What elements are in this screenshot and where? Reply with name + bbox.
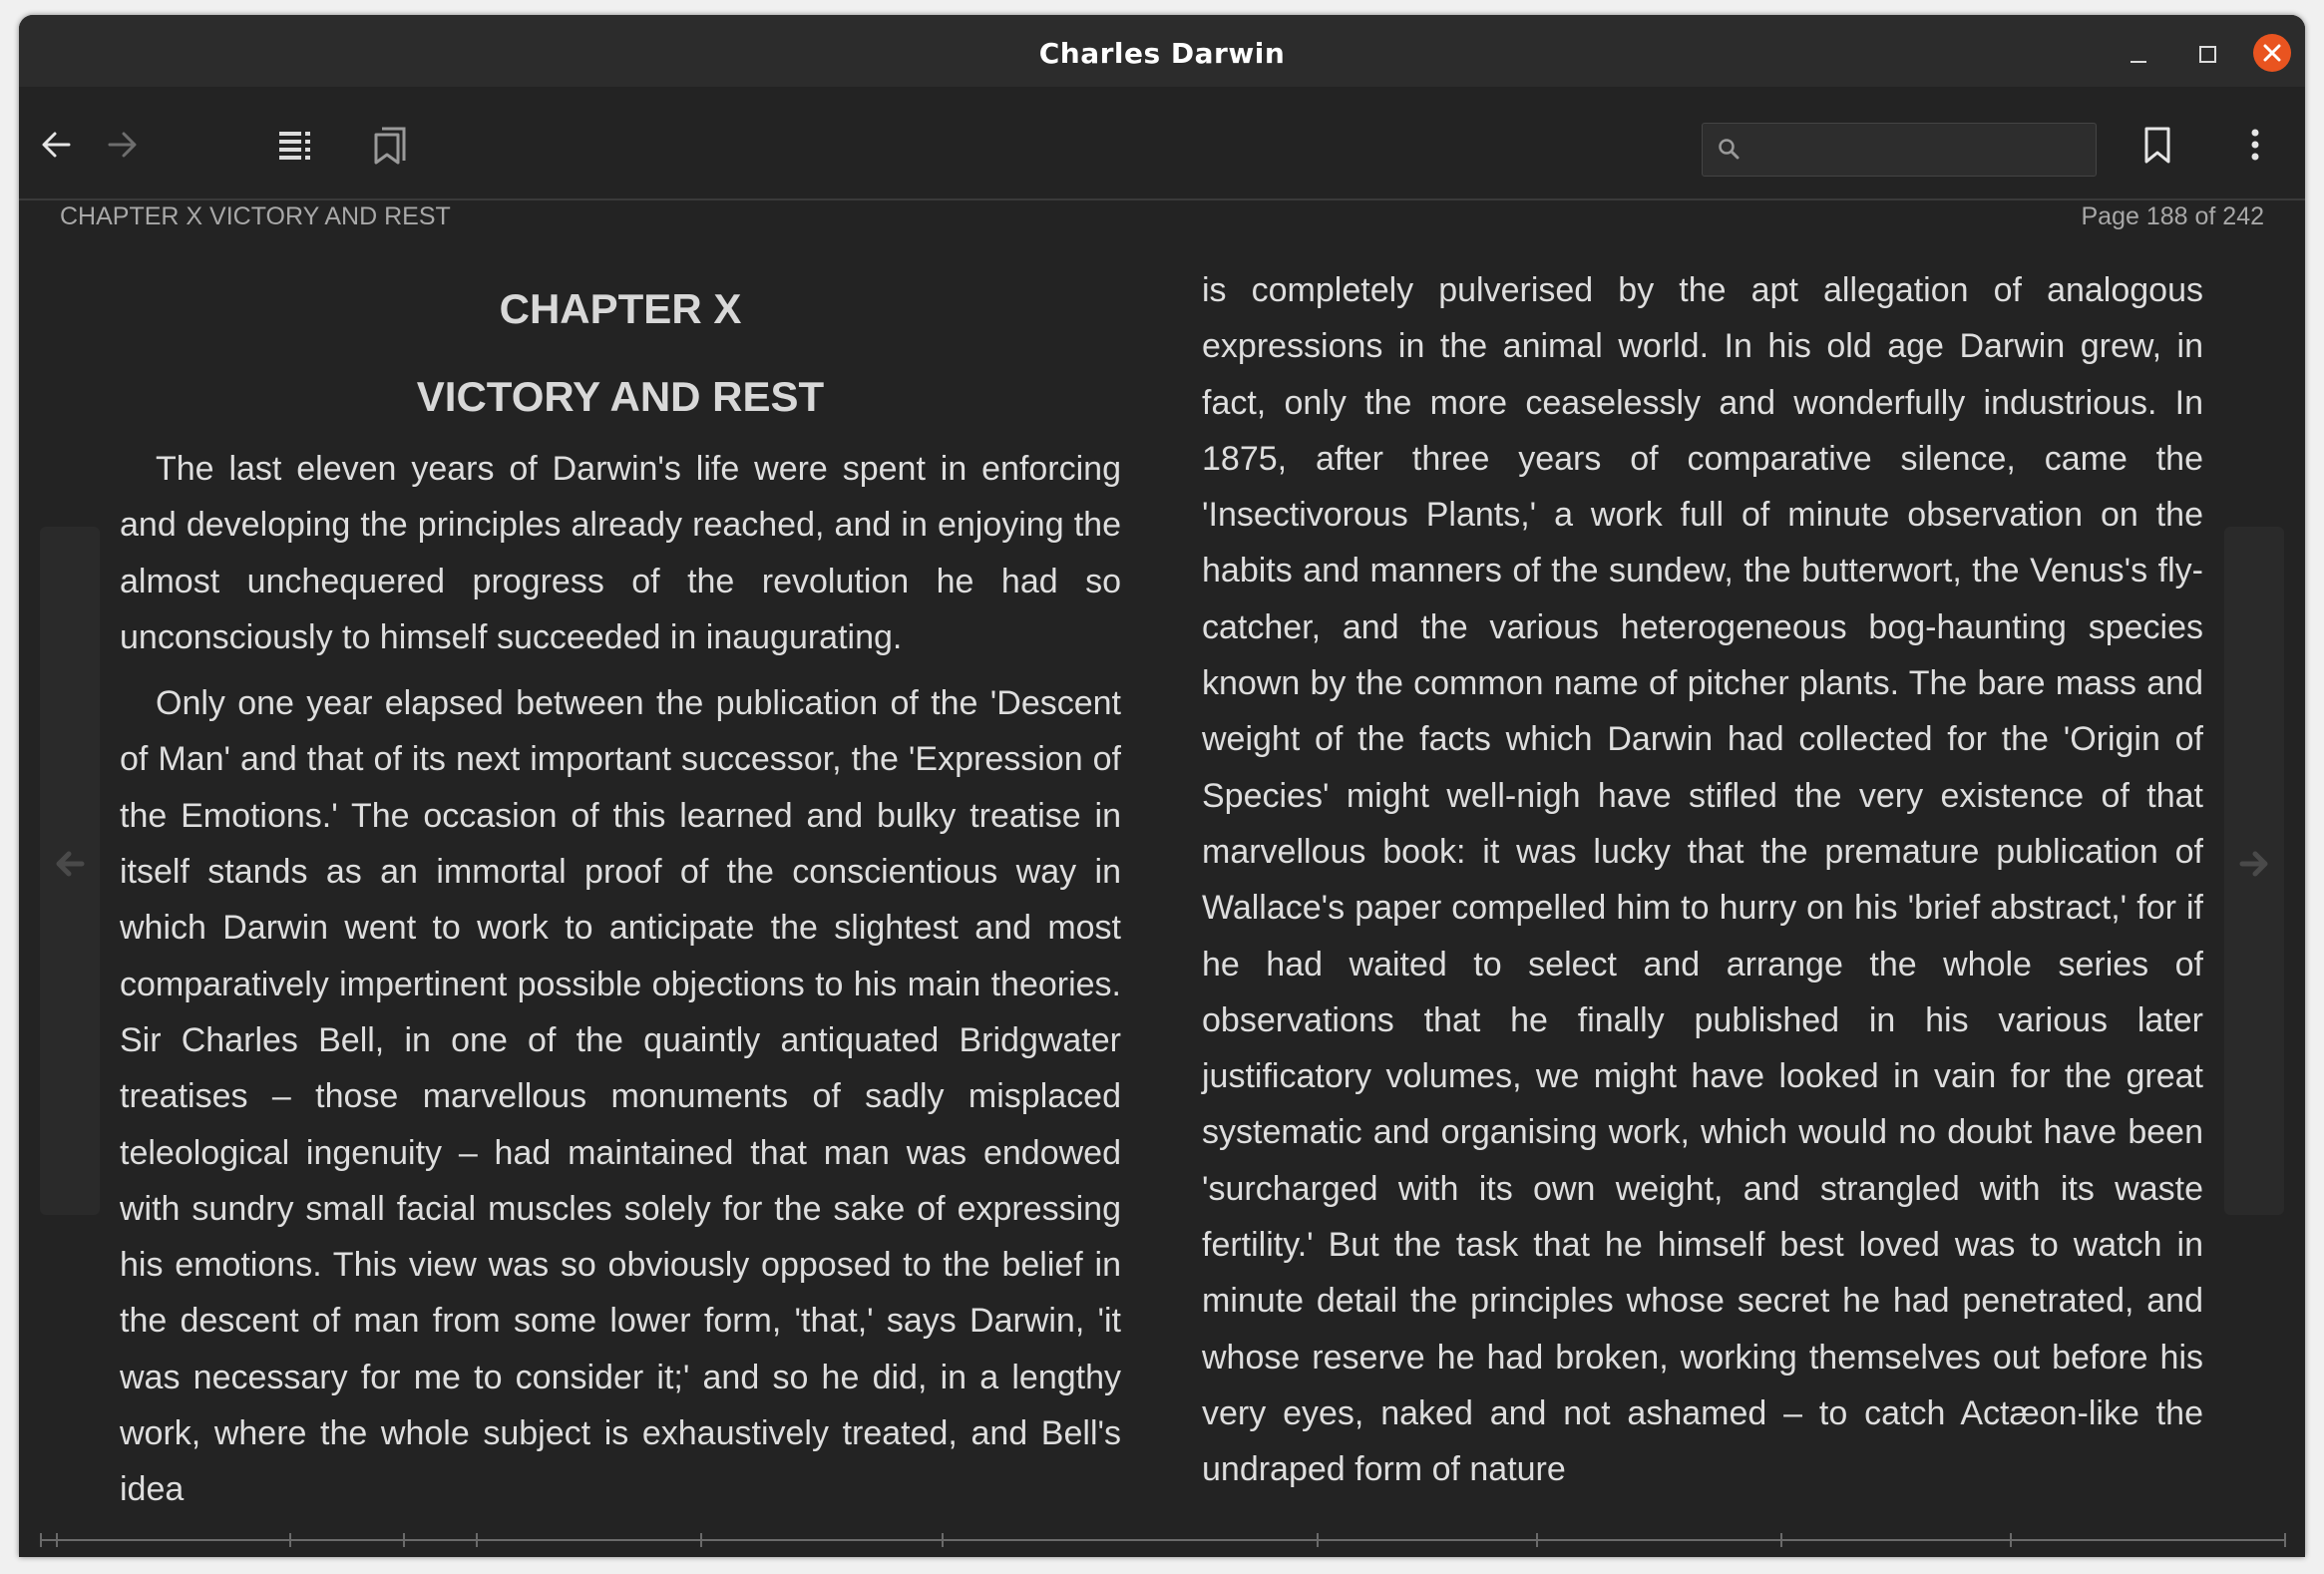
chapter-tick [40,1533,42,1547]
chapter-tick [1317,1533,1319,1547]
reader-window [19,15,2305,1557]
bookmark-page-button[interactable] [2133,121,2181,169]
bookmarks-list-button[interactable] [366,121,414,169]
chapter-tick [942,1533,944,1547]
chapter-subtitle: VICTORY AND REST [416,373,825,420]
chapter-title: CHAPTER X [499,285,742,332]
chapter-tick [1780,1533,1782,1547]
maximize-button[interactable] [2189,37,2225,73]
toc-list-icon [271,121,319,169]
chapter-tick [2284,1533,2286,1547]
bookmarks-icon [366,121,414,169]
minimize-button[interactable] [2122,37,2157,73]
close-icon [2253,34,2291,72]
page-indicator: Page 188 of 242 [2081,202,2264,230]
back-button[interactable] [33,121,81,169]
chapter-tick [289,1533,291,1547]
chapter-tick [2010,1533,2012,1547]
kebab-menu-icon [2231,121,2279,169]
search-icon [1717,137,1743,163]
chapter-tick [476,1533,478,1547]
search-input[interactable] [1752,132,2086,168]
paragraph: Only one year elapsed between the publication of the 'Descent of Man' and that of its next important successor, the 'Expression of the Emotions.' The occasion of this learned and bulky treatise in itself stands as an immortal proof of the conscientious way in which Darwin went to work to anticipate the slightest and most comparatively impertinent possible objections to his main theories. Sir Charles Bell, in one of the quaintly antiquated Bridgwater treatises – those marvellous monuments of sadly misplaced teleological ingenuity – had maintained that man was endowed with sundry small facial muscles solely for the sake of expressing his emotions. This view was so obviously opposed to the belief in the descent of man from some lower form, 'that,' says Darwin, 'it was necessary for me to consider it;' and so he did, in a lengthy work, where the whole subject is exhaustively treated, and Bell's idea [120,684,1121,1509]
prev-page-arrow-icon [48,842,92,886]
forward-button[interactable] [98,121,146,169]
paragraph: is completely pulverised by the apt allegation of analogous expressions in the animal world. In his old age Darwin grew, in fact, only the more ceaselessly and wonderfully industrious. In 1875, after three years of comparative silence, came the 'Insectivorous Plants,' a work full of minute observation on the habits and manners of the sundew, the butterwort, the Venus's fly-catcher, and the various heterogeneous bog-haunting species known by the common name of pitcher plants. The bare mass and weight of the facts which Darwin had collected for the 'Origin of Species' might well-nigh have stifled the very existence of that marvellous book: it was lucky that the premature publication of Wallace's paper compelled him to hurry on his 'brief abstract,' for if he had waited to select and arrange the whole series of observations that he finally published in his various later justificatory volumes, we might have looked in vain for the great systematic and organising work, which would no doubt have been 'surcharged with its own weight, and strangled with its waste fertility.' But the task that he himself best loved was to watch in minute detail the principles whose secret he had penetrated, and whose reserve he had broken, working themselves out before his very eyes, naked and not ashamed – to catch Actæon-like the undraped form of nature [1202,271,2203,1489]
title-bar[interactable] [19,15,2305,87]
toolbar [19,87,2305,200]
menu-button[interactable] [2231,121,2279,169]
left-page-column [120,269,1121,1528]
search-field[interactable] [1702,123,2097,177]
chapter-tick [700,1533,702,1547]
chapter-tick [1536,1533,1538,1547]
chapter-tick [403,1533,405,1547]
chapter-breadcrumb: CHAPTER X VICTORY AND REST [60,202,451,230]
close-button[interactable] [2253,34,2291,72]
back-arrow-icon [33,121,81,169]
forward-arrow-icon [98,121,146,169]
chapter-tick [56,1533,58,1547]
next-page-button[interactable] [2224,527,2284,1215]
window-title: Charles Darwin [1038,37,1286,70]
progress-track [40,1539,2286,1541]
chapter-progress-slider[interactable] [40,1529,2286,1549]
bookmark-icon [2133,121,2181,169]
previous-page-button[interactable] [40,527,100,1215]
toc-button[interactable] [271,121,319,169]
right-page-column [1202,262,2203,1498]
paragraph: The last eleven years of Darwin's life were spent in enforcing and developing the principles already reached, and in enjoying the almost unchequered progress of the revolution he had so unconsciously to himself succeeded in inaugurating. [120,450,1121,656]
next-page-arrow-icon [2232,842,2276,886]
